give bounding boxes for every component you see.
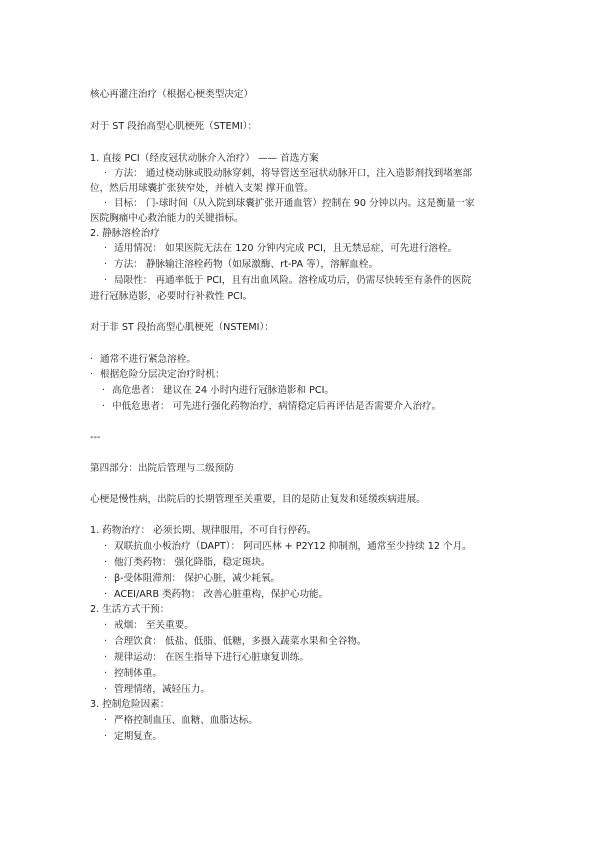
bullet: · <box>104 557 108 568</box>
bullet: · <box>104 168 108 179</box>
bullet: · <box>104 198 108 209</box>
bullet: · <box>104 652 108 663</box>
thrombolysis-applicable: 适用情况： 如果医院无法在 120 分钟内完成 PCI，且无禁忌症，可先进行溶栓。 <box>114 243 458 254</box>
bullet: · <box>102 385 106 396</box>
pci-goal-line2: 医院胸痛中心救治能力的关键指标。 <box>90 213 244 224</box>
risk-review: 定期复查。 <box>114 731 162 742</box>
bullet: · <box>104 541 108 552</box>
bullet: · <box>104 259 108 270</box>
drug-beta-blocker: β-受体阻滞剂： 保护心脏，减少耗氧。 <box>114 573 281 584</box>
bullet: · <box>104 573 108 584</box>
nstemi-item-2: 根据危险分层决定治疗时机： <box>100 369 225 380</box>
thrombolysis-method: 方法： 静脉输注溶栓药物（如尿激酶、rt-PA 等），溶解血栓。 <box>114 259 379 270</box>
bullet: · <box>104 684 108 695</box>
bullet: · <box>104 715 108 726</box>
separator: --- <box>90 432 101 443</box>
lifestyle-mood: 管理情绪，减轻压力。 <box>114 684 210 695</box>
bullet: · <box>104 275 108 286</box>
bullet: · <box>104 589 108 600</box>
drug-acei-arb: ACEI/ARB 类药物： 改善心脏重构，保护心功能。 <box>114 589 329 600</box>
nstemi-high-risk: 高危患者： 建议在 24 小时内进行冠脉造影和 PCI。 <box>112 385 335 396</box>
nstemi-mid-low-risk: 中低危患者： 可先进行强化药物治疗，病情稳定后再评估是否需要介入治疗。 <box>112 401 442 412</box>
bullet: · <box>104 731 108 742</box>
thrombolysis-limit-line2: 进行冠脉造影，必要时行补救性 PCI。 <box>90 291 253 302</box>
lifestyle-weight: 控制体重。 <box>114 668 162 679</box>
section-title: 核心再灌注治疗（根据心梗类型决定） <box>90 89 254 100</box>
drug-statin: 他汀类药物： 强化降脂，稳定斑块。 <box>114 557 271 568</box>
lifestyle-exercise: 规律运动： 在医生指导下进行心脏康复训练。 <box>114 652 309 663</box>
lifestyle-title: 2. 生活方式干预： <box>90 604 170 615</box>
nstemi-heading: 对于非 ST 段抬高型心肌梗死（NSTEMI）： <box>90 322 274 333</box>
thrombolysis-limit-line1: 局限性： 再通率低于 PCI，且有出血风险。溶栓成功后，仍需尽快转至有条件的医院 <box>114 275 472 286</box>
bullet: · <box>104 668 108 679</box>
bullet: · <box>102 401 106 412</box>
drug-dapt: 双联抗血小板治疗（DAPT）： 阿司匹林 + P2Y12 抑制剂，通常至少持续 12 个月。 <box>114 541 472 552</box>
pci-method-line1: 方法： 通过桡动脉或股动脉穿刺，将导管送至冠状动脉开口，注入造影剂找到堵塞部 <box>114 168 473 179</box>
nstemi-item-1: 通常不进行紧急溶栓。 <box>100 354 196 365</box>
stemi-heading: 对于 ST 段抬高型心肌梗死（STEMI）： <box>90 121 258 132</box>
bullet: · <box>104 636 108 647</box>
part4-heading: 第四部分：出院后管理与二级预防 <box>90 463 234 474</box>
part4-intro: 心梗是慢性病，出院后的长期管理至关重要，目的是防止复发和延缓疾病进展。 <box>90 494 426 505</box>
risk-title: 3. 控制危险因素： <box>90 699 170 710</box>
bullet: · <box>104 620 108 631</box>
bullet: · <box>90 354 94 365</box>
drug-title: 1. 药物治疗： 必须长期、规律服用，不可自行停药。 <box>90 525 317 536</box>
lifestyle-smoking: 戒烟： 至关重要。 <box>114 620 194 631</box>
pci-method-line2: 位，然后用球囊扩张狭窄处，并植入支架 撑开血管。 <box>90 183 314 194</box>
lifestyle-diet: 合理饮食： 低盐、低脂、低糖，多摄入蔬菜水果和全谷物。 <box>114 636 367 647</box>
risk-control: 严格控制血压、血糖、血脂达标。 <box>114 715 258 726</box>
pci-goal-line1: 目标： 门-球时间（从入院到球囊扩张开通血管）控制在 90 分钟以内。这是衡量一家 <box>114 198 475 209</box>
bullet: · <box>90 369 94 380</box>
thrombolysis-title: 2. 静脉溶栓治疗 <box>90 228 160 239</box>
bullet: · <box>104 243 108 254</box>
pci-title: 1. 直接 PCI（经皮冠状动脉介入治疗） —— 首选方案 <box>90 153 319 164</box>
